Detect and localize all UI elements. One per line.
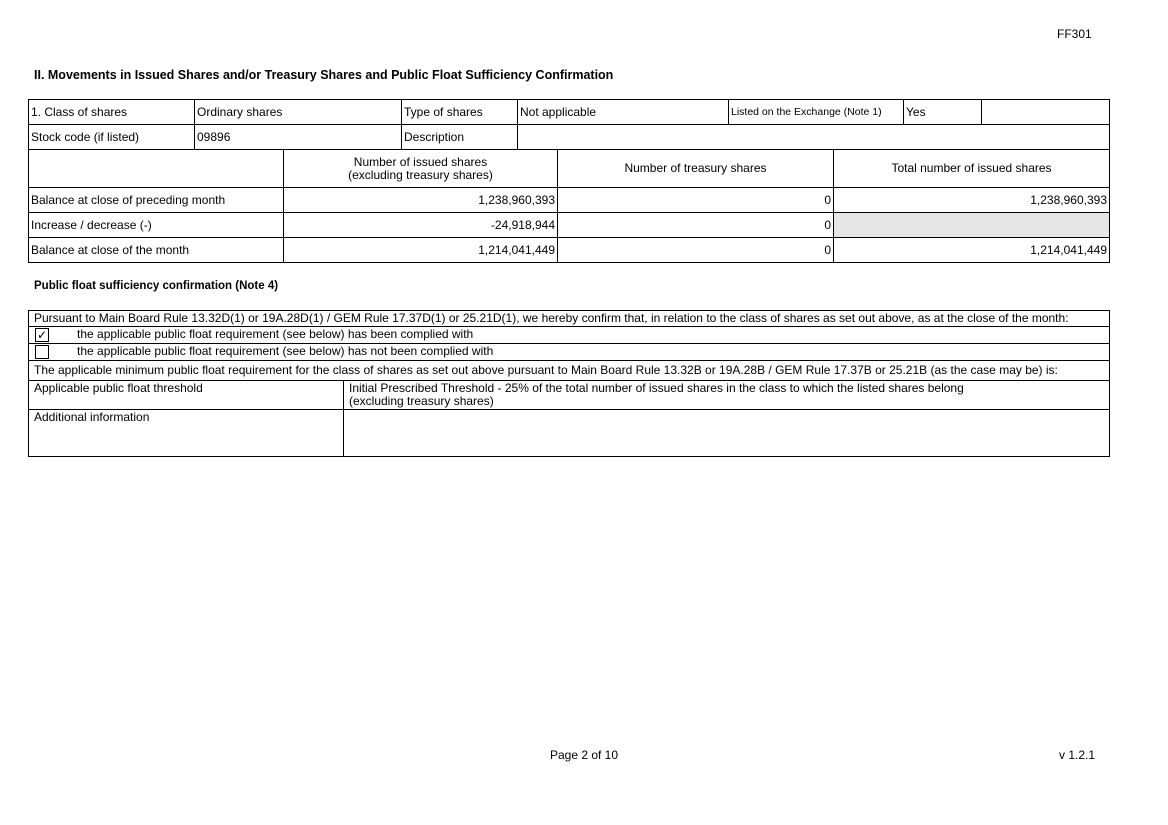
page-number: Page 2 of 10 bbox=[549, 748, 619, 762]
stock-code-label: Stock code (if listed) bbox=[29, 125, 195, 150]
threshold-label: Applicable public float threshold bbox=[29, 381, 344, 410]
table-row bbox=[29, 213, 1110, 238]
class-label: 1. Class of shares bbox=[29, 100, 195, 125]
pursuant-row bbox=[29, 311, 1110, 327]
table-row bbox=[29, 188, 1110, 213]
blank-cell bbox=[982, 100, 1110, 125]
option-complied-label: the applicable public float requirement (see below) has been complied with bbox=[77, 327, 474, 342]
row-total bbox=[834, 213, 1110, 238]
class-value: Ordinary shares bbox=[195, 100, 402, 125]
row-treasury: 0 bbox=[558, 188, 834, 213]
row-issued: -24,918,944 bbox=[284, 213, 558, 238]
row-treasury: 0 bbox=[558, 213, 834, 238]
row-total: 1,214,041,449 bbox=[834, 238, 1110, 263]
threshold-value: Initial Prescribed Threshold - 25% of the total number of issued shares in the class to which the listed shares belong (excluding treasury shares) bbox=[344, 381, 1110, 410]
description-value bbox=[518, 125, 1110, 150]
stock-code-value: 09896 bbox=[195, 125, 402, 150]
additional-value bbox=[344, 410, 1110, 457]
header-total: Total number of issued shares bbox=[834, 150, 1110, 188]
row-issued: 1,238,960,393 bbox=[284, 188, 558, 213]
header-treasury: Number of treasury shares bbox=[558, 150, 834, 188]
complied-checkbox[interactable] bbox=[35, 328, 49, 342]
public-float-title: Public float sufficiency confirmation (Note 4) bbox=[34, 280, 279, 292]
row-issued: 1,214,041,449 bbox=[284, 238, 558, 263]
option-not-complied-row bbox=[29, 344, 1110, 361]
option-not-complied-label: the applicable public float requirement (see below) has not been complied with bbox=[77, 344, 494, 359]
row-label: Increase / decrease (-) bbox=[29, 213, 284, 238]
version-label: v 1.2.1 bbox=[1059, 748, 1096, 762]
requirement-row bbox=[29, 361, 1110, 381]
additional-row bbox=[29, 410, 1110, 457]
section-title: II. Movements in Issued Shares and/or Treasury Shares and Public Float Sufficiency Confirmation bbox=[34, 68, 614, 82]
movements-table bbox=[28, 149, 1110, 263]
type-label: Type of shares bbox=[402, 100, 518, 125]
class-info-table bbox=[28, 99, 1110, 150]
header-issued: Number of issued shares (excluding treasury shares) bbox=[284, 150, 558, 188]
pursuant-text: Pursuant to Main Board Rule 13.32D(1) or 19A.28D(1) / GEM Rule 17.37D(1) or 25.21D(1), we hereby confirm that, in relation to the class of shares as set out above, as at the close of the month: bbox=[29, 311, 1110, 327]
class-row bbox=[29, 100, 1110, 125]
movements-header-row bbox=[29, 150, 1110, 188]
row-label: Balance at close of the month bbox=[29, 238, 284, 263]
stock-code-row bbox=[29, 125, 1110, 150]
header-blank bbox=[29, 150, 284, 188]
form-code: FF301 bbox=[1057, 27, 1092, 41]
additional-label: Additional information bbox=[29, 410, 344, 457]
check-icon: ✓ bbox=[36, 328, 48, 342]
row-treasury: 0 bbox=[558, 238, 834, 263]
description-label: Description bbox=[402, 125, 518, 150]
option-complied-row bbox=[29, 327, 1110, 344]
public-float-table bbox=[28, 310, 1110, 457]
row-total: 1,238,960,393 bbox=[834, 188, 1110, 213]
listed-value: Yes bbox=[904, 100, 982, 125]
not-complied-checkbox[interactable] bbox=[35, 345, 49, 359]
table-row bbox=[29, 238, 1110, 263]
threshold-row bbox=[29, 381, 1110, 410]
listed-label: Listed on the Exchange (Note 1) bbox=[729, 100, 904, 125]
requirement-text: The applicable minimum public float requirement for the class of shares as set out above pursuant to Main Board Rule 13.32B or 19A.28B / GEM Rule 17.37B or 25.21B (as the case may be) is: bbox=[29, 361, 1110, 381]
row-label: Balance at close of preceding month bbox=[29, 188, 284, 213]
type-value: Not applicable bbox=[518, 100, 729, 125]
